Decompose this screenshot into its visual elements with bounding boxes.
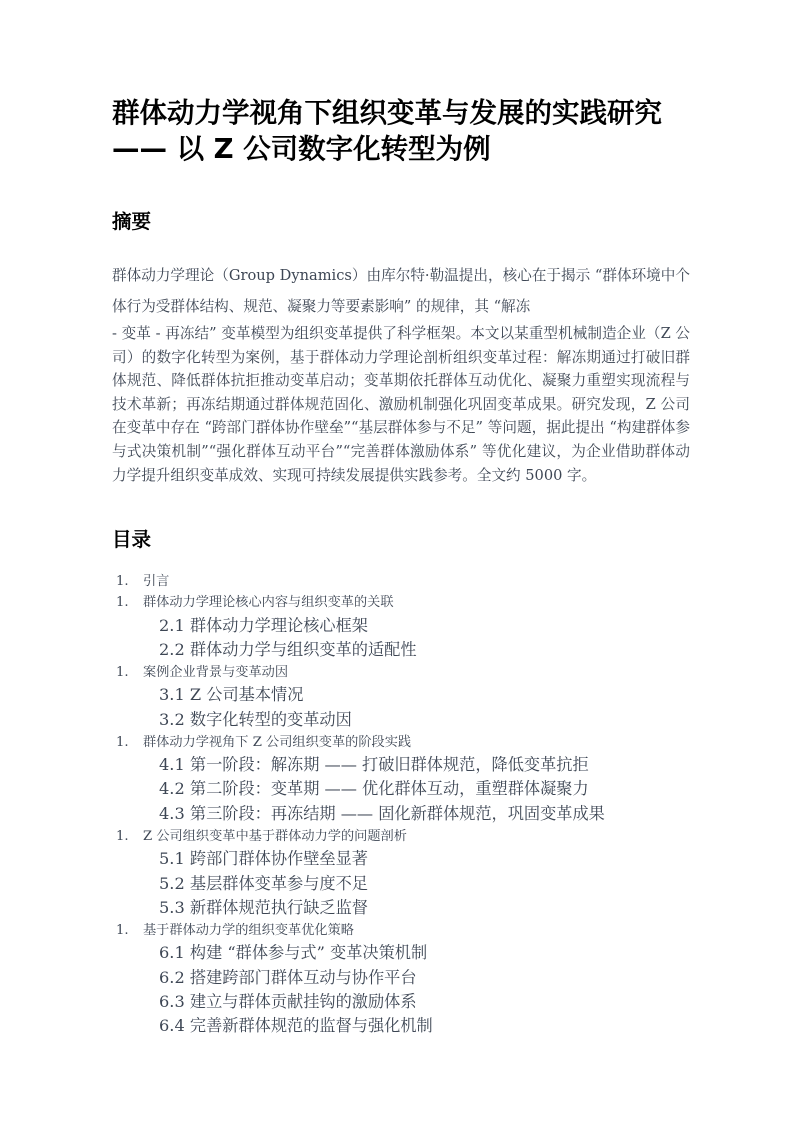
toc-entry-level2[interactable] [112,872,690,896]
toc-entry-label: 6.1 构建 “群体参与式” 变革决策机制 [159,943,428,963]
toc-list-marker: 1. [116,923,129,939]
toc-entry-label: 基于群体动力学的组织变革优化策略 [143,923,354,939]
toc-entry-level2[interactable] [112,683,690,707]
toc-list-marker: 1. [116,734,129,750]
toc-entry-label: 6.3 建立与群体贡献挂钩的激励体系 [159,991,417,1011]
toc-entry-level2[interactable] [112,896,690,920]
toc-list-marker: 1. [116,665,129,681]
toc-entry-label: 4.2 第二阶段：变革期 —— 优化群体互动，重塑群体凝聚力 [159,779,589,799]
toc-entry-label: 5.2 基层群体变革参与度不足 [159,873,368,893]
toc-entry-level2[interactable] [112,638,690,662]
toc-list-marker: 1. [116,829,129,845]
toc-entry-level2[interactable] [112,1014,690,1038]
toc-entry-level1[interactable] [112,571,690,592]
toc-entry-level2[interactable] [112,966,690,990]
toc-entry-level1[interactable] [112,732,690,753]
toc-entry-level2[interactable] [112,802,690,826]
toc-entry-label: 2.1 群体动力学理论核心框架 [159,615,368,635]
toc-entry-label: 4.1 第一阶段：解冻期 —— 打破旧群体规范，降低变革抗拒 [159,755,589,775]
toc-entry-label: 引言 [143,574,170,590]
toc-entry-level2[interactable] [112,753,690,777]
abstract-heading: 摘要 [112,210,152,233]
toc-list-marker: 1. [116,595,129,611]
toc-entry-label: 3.2 数字化转型的变革动因 [159,709,352,729]
toc-entry-level2[interactable] [112,777,690,801]
toc-entry-label: 案例企业背景与变革动因 [143,665,289,681]
toc-entry-level1[interactable] [112,662,690,683]
abstract-body [112,235,690,487]
page-title: 群体动力学视角下组织变革与发展的实践研究 —— 以 Z 公司数字化转型为例 [112,97,662,165]
toc-entry-level2[interactable] [112,708,690,732]
toc-entry-label: 5.1 跨部门群体协作壁垒显著 [159,849,368,869]
toc-entry-label: 5.3 新群体规范执行缺乏监督 [159,897,368,917]
document-content [112,0,690,1039]
toc-entry-level1[interactable] [112,920,690,941]
toc-entry-label: 群体动力学理论核心内容与组织变革的关联 [143,595,394,611]
toc-entry-label: Z 公司组织变革中基于群体动力学的问题剖析 [143,829,407,845]
toc-entry-label: 4.3 第三阶段：再冻结期 —— 固化新群体规范，巩固变革成果 [159,803,605,823]
toc-entry-level2[interactable] [112,847,690,871]
toc-entry-label: 6.4 完善新群体规范的监督与强化机制 [159,1016,433,1036]
toc-entry-level1[interactable] [112,826,690,847]
toc-heading: 目录 [112,528,152,552]
toc-list-marker: 1. [116,574,129,590]
abstract-paragraph-lead: 群体动力学理论（Group Dynamics）由库尔特·勒温提出，核心在于揭示 “群体环境中个体行为受群体结构、规范、凝聚力等要素影响” 的规律，其 “解冻 [112,267,690,315]
table-of-contents [112,553,690,1038]
toc-entry-label: 2.2 群体动力学与组织变革的适配性 [159,639,417,659]
toc-entry-level2[interactable] [112,941,690,965]
toc-entry-label: 6.2 搭建跨部门群体互动与协作平台 [159,967,417,987]
toc-entry-level1[interactable] [112,592,690,613]
toc-entry-level2[interactable] [112,990,690,1014]
toc-entry-level2[interactable] [112,614,690,638]
toc-entry-label: 3.1 Z 公司基本情况 [159,685,304,705]
toc-entry-label: 群体动力学视角下 Z 公司组织变革的阶段实践 [143,734,412,750]
abstract-paragraph-rest: - 变革 - 再冻结” 变革模型为组织变革提供了科学框架。本文以某重型机械制造企业（Z 公司）的数字化转型为案例，基于群体动力学理论剖析组织变革过程：解冻期通过打破旧群体规范、降低群体抗拒推动变革启动；变革期依托群体互动优化、凝聚力重塑实现流程与技术革新；再冻结期通过群体规范固化、激励机制强化巩固变革成果。研究发现，Z 公司在变革中存在 “跨部门群体协作壁垒”“基层群体参与不足” 等问题，据此提出 “构建群体参与式决策机制”“强化群体互动平台”“完善群体激励体系” 等优化建议，为企业借助群体动力学提升组织变革成效、实现可持续发展提供实践参考。全文约 5000 字。 [112,325,690,484]
